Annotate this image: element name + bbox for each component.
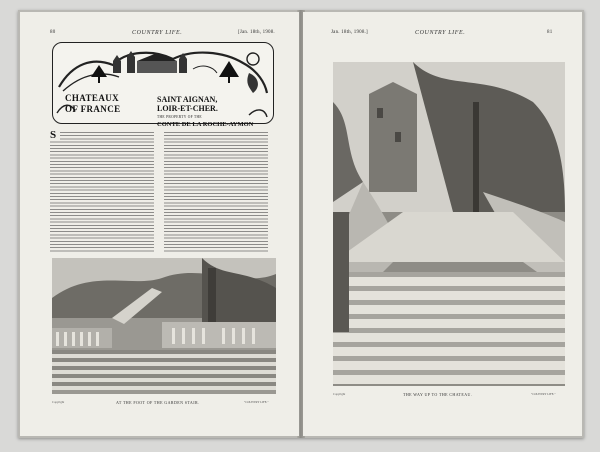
article-title-banner (52, 42, 274, 128)
magazine-spread (18, 10, 584, 438)
left-page (20, 12, 299, 436)
right-running-title: COUNTRY LIFE. (415, 30, 466, 36)
right-page-number: 81 (547, 30, 553, 35)
left-photo-caption: AT THE FOOT OF THE GARDEN STAIR. (116, 400, 200, 405)
owner-prefix: THE PROPERTY OF THE (157, 115, 202, 119)
left-running-title: COUNTRY LIFE. (132, 30, 183, 36)
right-running-date: Jan. 18th, 1908.] (331, 30, 368, 35)
chateau-staircase-photo (333, 62, 565, 386)
right-photo-credit: Copyright (333, 392, 346, 396)
series-title: CHATEAUX OF FRANCE (65, 93, 121, 114)
left-photo-credit: Copyright (52, 400, 65, 404)
left-page-number: 80 (50, 30, 56, 35)
article-column-left (50, 129, 154, 252)
left-photo-credit-right: "COUNTRY LIFE." (244, 400, 269, 404)
right-page (303, 12, 582, 436)
drop-cap: S (50, 130, 60, 140)
right-photo-credit-right: "COUNTRY LIFE." (531, 392, 556, 396)
right-photo-caption: THE WAY UP TO THE CHATEAU. (403, 392, 473, 397)
article-column-right (164, 132, 268, 252)
owner-name: CONTE DE LA ROCHE-AYMON (157, 121, 254, 128)
chateau-title: SAINT AIGNAN, LOIR-ET-CHER. (157, 95, 218, 113)
garden-stair-photo (52, 258, 276, 394)
left-running-date: [Jan. 18th, 1908. (238, 30, 275, 35)
